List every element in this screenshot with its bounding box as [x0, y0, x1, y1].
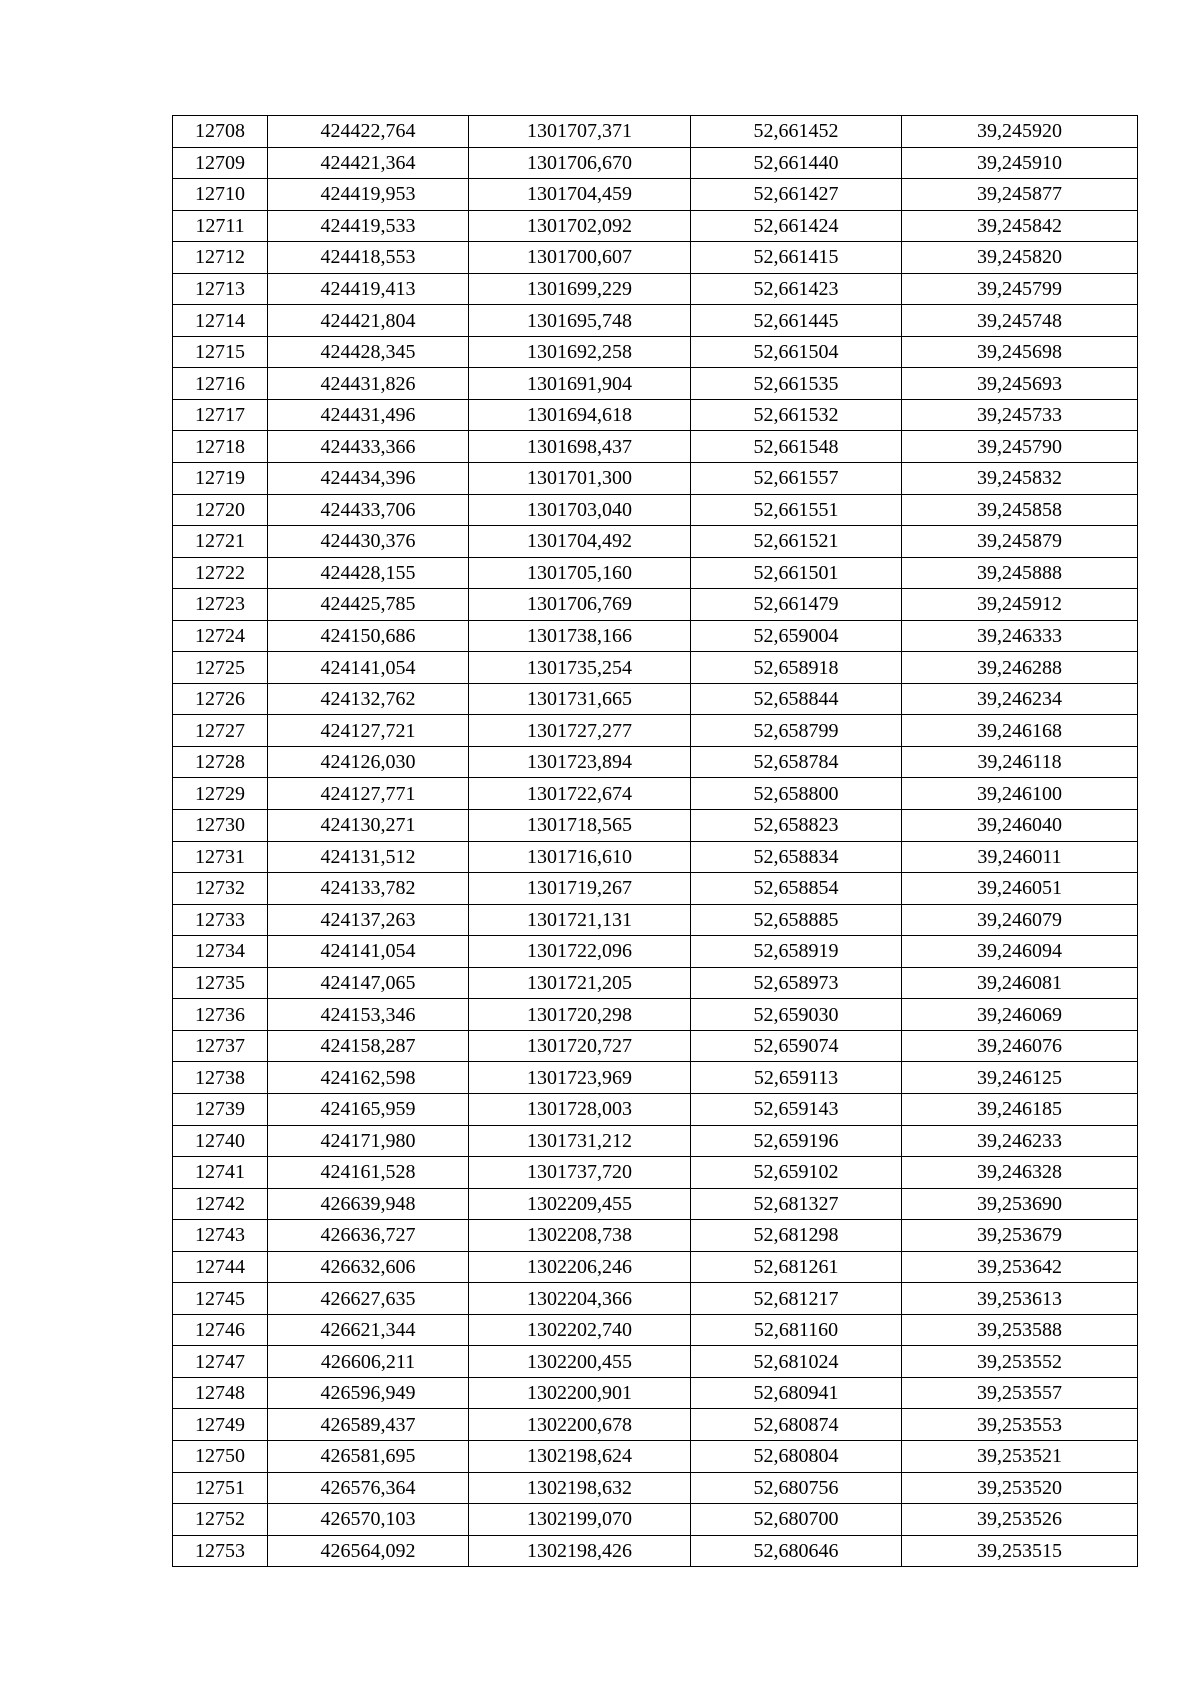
x-coordinate-cell: 424141,054 — [268, 936, 469, 968]
latitude-cell: 52,661424 — [691, 210, 902, 242]
x-coordinate-cell: 424419,413 — [268, 273, 469, 305]
y-coordinate-cell: 1302200,901 — [469, 1377, 691, 1409]
table-row — [173, 1535, 1138, 1567]
latitude-cell: 52,681217 — [691, 1283, 902, 1315]
point-number-cell: 12730 — [173, 810, 268, 842]
point-number-cell: 12744 — [173, 1251, 268, 1283]
latitude-cell: 52,659196 — [691, 1125, 902, 1157]
latitude-cell: 52,658823 — [691, 810, 902, 842]
longitude-cell: 39,246168 — [902, 715, 1138, 747]
longitude-cell: 39,245910 — [902, 147, 1138, 179]
table-row — [173, 620, 1138, 652]
latitude-cell: 52,661423 — [691, 273, 902, 305]
y-coordinate-cell: 1301698,437 — [469, 431, 691, 463]
latitude-cell: 52,681024 — [691, 1346, 902, 1378]
latitude-cell: 52,661501 — [691, 557, 902, 589]
table-row — [173, 368, 1138, 400]
y-coordinate-cell: 1301722,674 — [469, 778, 691, 810]
point-number-cell: 12715 — [173, 336, 268, 368]
y-coordinate-cell: 1301723,969 — [469, 1062, 691, 1094]
x-coordinate-cell: 426627,635 — [268, 1283, 469, 1315]
x-coordinate-cell: 424133,782 — [268, 873, 469, 905]
point-number-cell: 12721 — [173, 526, 268, 558]
y-coordinate-cell: 1302200,455 — [469, 1346, 691, 1378]
y-coordinate-cell: 1301720,727 — [469, 1030, 691, 1062]
point-number-cell: 12717 — [173, 399, 268, 431]
point-number-cell: 12710 — [173, 179, 268, 211]
longitude-cell: 39,246081 — [902, 967, 1138, 999]
longitude-cell: 39,245790 — [902, 431, 1138, 463]
x-coordinate-cell: 424434,396 — [268, 463, 469, 495]
y-coordinate-cell: 1302208,738 — [469, 1220, 691, 1252]
table-row — [173, 778, 1138, 810]
latitude-cell: 52,658973 — [691, 967, 902, 999]
table-row — [173, 1472, 1138, 1504]
point-number-cell: 12716 — [173, 368, 268, 400]
table-row — [173, 1220, 1138, 1252]
longitude-cell: 39,245879 — [902, 526, 1138, 558]
point-number-cell: 12742 — [173, 1188, 268, 1220]
table-row — [173, 999, 1138, 1031]
table-row — [173, 557, 1138, 589]
y-coordinate-cell: 1301700,607 — [469, 242, 691, 274]
latitude-cell: 52,681327 — [691, 1188, 902, 1220]
point-number-cell: 12714 — [173, 305, 268, 337]
y-coordinate-cell: 1301735,254 — [469, 652, 691, 684]
coordinates-table-body — [173, 116, 1138, 1567]
point-number-cell: 12749 — [173, 1409, 268, 1441]
longitude-cell: 39,246118 — [902, 746, 1138, 778]
y-coordinate-cell: 1302198,426 — [469, 1535, 691, 1567]
latitude-cell: 52,661535 — [691, 368, 902, 400]
latitude-cell: 52,658834 — [691, 841, 902, 873]
x-coordinate-cell: 424130,271 — [268, 810, 469, 842]
table-row — [173, 589, 1138, 621]
y-coordinate-cell: 1301706,769 — [469, 589, 691, 621]
point-number-cell: 12735 — [173, 967, 268, 999]
y-coordinate-cell: 1301731,212 — [469, 1125, 691, 1157]
latitude-cell: 52,658918 — [691, 652, 902, 684]
longitude-cell: 39,253588 — [902, 1314, 1138, 1346]
y-coordinate-cell: 1301702,092 — [469, 210, 691, 242]
x-coordinate-cell: 424419,533 — [268, 210, 469, 242]
point-number-cell: 12738 — [173, 1062, 268, 1094]
y-coordinate-cell: 1301716,610 — [469, 841, 691, 873]
table-row — [173, 1188, 1138, 1220]
table-row — [173, 1314, 1138, 1346]
point-number-cell: 12722 — [173, 557, 268, 589]
longitude-cell: 39,246288 — [902, 652, 1138, 684]
x-coordinate-cell: 424418,553 — [268, 242, 469, 274]
longitude-cell: 39,245888 — [902, 557, 1138, 589]
x-coordinate-cell: 426581,695 — [268, 1440, 469, 1472]
latitude-cell: 52,659030 — [691, 999, 902, 1031]
latitude-cell: 52,680874 — [691, 1409, 902, 1441]
longitude-cell: 39,253679 — [902, 1220, 1138, 1252]
point-number-cell: 12734 — [173, 936, 268, 968]
y-coordinate-cell: 1301694,618 — [469, 399, 691, 431]
point-number-cell: 12725 — [173, 652, 268, 684]
x-coordinate-cell: 426606,211 — [268, 1346, 469, 1378]
table-row — [173, 967, 1138, 999]
y-coordinate-cell: 1301721,205 — [469, 967, 691, 999]
table-row — [173, 1062, 1138, 1094]
y-coordinate-cell: 1301728,003 — [469, 1093, 691, 1125]
longitude-cell: 39,253613 — [902, 1283, 1138, 1315]
x-coordinate-cell: 426632,606 — [268, 1251, 469, 1283]
x-coordinate-cell: 424431,826 — [268, 368, 469, 400]
y-coordinate-cell: 1301731,665 — [469, 683, 691, 715]
latitude-cell: 52,658885 — [691, 904, 902, 936]
latitude-cell: 52,658844 — [691, 683, 902, 715]
longitude-cell: 39,245748 — [902, 305, 1138, 337]
longitude-cell: 39,246328 — [902, 1157, 1138, 1189]
longitude-cell: 39,245799 — [902, 273, 1138, 305]
table-row — [173, 1440, 1138, 1472]
longitude-cell: 39,245832 — [902, 463, 1138, 495]
latitude-cell: 52,659074 — [691, 1030, 902, 1062]
point-number-cell: 12745 — [173, 1283, 268, 1315]
y-coordinate-cell: 1301692,258 — [469, 336, 691, 368]
latitude-cell: 52,680646 — [691, 1535, 902, 1567]
longitude-cell: 39,246040 — [902, 810, 1138, 842]
latitude-cell: 52,661521 — [691, 526, 902, 558]
longitude-cell: 39,245842 — [902, 210, 1138, 242]
longitude-cell: 39,245698 — [902, 336, 1138, 368]
longitude-cell: 39,246185 — [902, 1093, 1138, 1125]
longitude-cell: 39,245693 — [902, 368, 1138, 400]
latitude-cell: 52,658854 — [691, 873, 902, 905]
latitude-cell: 52,681160 — [691, 1314, 902, 1346]
point-number-cell: 12731 — [173, 841, 268, 873]
latitude-cell: 52,661415 — [691, 242, 902, 274]
y-coordinate-cell: 1301738,166 — [469, 620, 691, 652]
x-coordinate-cell: 426636,727 — [268, 1220, 469, 1252]
longitude-cell: 39,253690 — [902, 1188, 1138, 1220]
longitude-cell: 39,246076 — [902, 1030, 1138, 1062]
y-coordinate-cell: 1301720,298 — [469, 999, 691, 1031]
x-coordinate-cell: 424158,287 — [268, 1030, 469, 1062]
x-coordinate-cell: 426576,364 — [268, 1472, 469, 1504]
table-row — [173, 1409, 1138, 1441]
point-number-cell: 12711 — [173, 210, 268, 242]
latitude-cell: 52,680700 — [691, 1504, 902, 1536]
table-row — [173, 1283, 1138, 1315]
longitude-cell: 39,246233 — [902, 1125, 1138, 1157]
table-row — [173, 336, 1138, 368]
table-row — [173, 1030, 1138, 1062]
table-row — [173, 494, 1138, 526]
table-row — [173, 1157, 1138, 1189]
longitude-cell: 39,246234 — [902, 683, 1138, 715]
table-row — [173, 463, 1138, 495]
y-coordinate-cell: 1301704,459 — [469, 179, 691, 211]
y-coordinate-cell: 1301703,040 — [469, 494, 691, 526]
x-coordinate-cell: 424421,804 — [268, 305, 469, 337]
latitude-cell: 52,658784 — [691, 746, 902, 778]
latitude-cell: 52,661532 — [691, 399, 902, 431]
table-row — [173, 1504, 1138, 1536]
x-coordinate-cell: 424126,030 — [268, 746, 469, 778]
longitude-cell: 39,253520 — [902, 1472, 1138, 1504]
point-number-cell: 12726 — [173, 683, 268, 715]
latitude-cell: 52,658799 — [691, 715, 902, 747]
point-number-cell: 12736 — [173, 999, 268, 1031]
x-coordinate-cell: 424433,706 — [268, 494, 469, 526]
y-coordinate-cell: 1301695,748 — [469, 305, 691, 337]
table-row — [173, 210, 1138, 242]
y-coordinate-cell: 1301737,720 — [469, 1157, 691, 1189]
latitude-cell: 52,658800 — [691, 778, 902, 810]
y-coordinate-cell: 1302204,366 — [469, 1283, 691, 1315]
x-coordinate-cell: 424421,364 — [268, 147, 469, 179]
x-coordinate-cell: 424137,263 — [268, 904, 469, 936]
point-number-cell: 12753 — [173, 1535, 268, 1567]
x-coordinate-cell: 426589,437 — [268, 1409, 469, 1441]
longitude-cell: 39,245920 — [902, 116, 1138, 148]
longitude-cell: 39,245912 — [902, 589, 1138, 621]
point-number-cell: 12732 — [173, 873, 268, 905]
x-coordinate-cell: 424171,980 — [268, 1125, 469, 1157]
table-row — [173, 116, 1138, 148]
table-row — [173, 179, 1138, 211]
x-coordinate-cell: 424162,598 — [268, 1062, 469, 1094]
table-row — [173, 399, 1138, 431]
point-number-cell: 12747 — [173, 1346, 268, 1378]
coordinates-table — [172, 115, 1138, 1567]
latitude-cell: 52,661551 — [691, 494, 902, 526]
latitude-cell: 52,661504 — [691, 336, 902, 368]
latitude-cell: 52,661440 — [691, 147, 902, 179]
table-row — [173, 1377, 1138, 1409]
longitude-cell: 39,246100 — [902, 778, 1138, 810]
point-number-cell: 12737 — [173, 1030, 268, 1062]
y-coordinate-cell: 1301723,894 — [469, 746, 691, 778]
y-coordinate-cell: 1301701,300 — [469, 463, 691, 495]
y-coordinate-cell: 1301704,492 — [469, 526, 691, 558]
x-coordinate-cell: 424127,771 — [268, 778, 469, 810]
x-coordinate-cell: 424430,376 — [268, 526, 469, 558]
point-number-cell: 12709 — [173, 147, 268, 179]
y-coordinate-cell: 1301722,096 — [469, 936, 691, 968]
longitude-cell: 39,246079 — [902, 904, 1138, 936]
table-row — [173, 683, 1138, 715]
x-coordinate-cell: 424161,528 — [268, 1157, 469, 1189]
x-coordinate-cell: 424147,065 — [268, 967, 469, 999]
x-coordinate-cell: 424132,762 — [268, 683, 469, 715]
y-coordinate-cell: 1301719,267 — [469, 873, 691, 905]
latitude-cell: 52,659004 — [691, 620, 902, 652]
table-row — [173, 1346, 1138, 1378]
latitude-cell: 52,661557 — [691, 463, 902, 495]
point-number-cell: 12713 — [173, 273, 268, 305]
latitude-cell: 52,680941 — [691, 1377, 902, 1409]
longitude-cell: 39,253521 — [902, 1440, 1138, 1472]
point-number-cell: 12739 — [173, 1093, 268, 1125]
table-row — [173, 715, 1138, 747]
x-coordinate-cell: 424433,366 — [268, 431, 469, 463]
x-coordinate-cell: 424422,764 — [268, 116, 469, 148]
table-row — [173, 147, 1138, 179]
point-number-cell: 12727 — [173, 715, 268, 747]
point-number-cell: 12728 — [173, 746, 268, 778]
y-coordinate-cell: 1302198,632 — [469, 1472, 691, 1504]
latitude-cell: 52,659102 — [691, 1157, 902, 1189]
x-coordinate-cell: 424141,054 — [268, 652, 469, 684]
point-number-cell: 12729 — [173, 778, 268, 810]
table-row — [173, 841, 1138, 873]
point-number-cell: 12712 — [173, 242, 268, 274]
x-coordinate-cell: 424127,721 — [268, 715, 469, 747]
point-number-cell: 12724 — [173, 620, 268, 652]
x-coordinate-cell: 424425,785 — [268, 589, 469, 621]
table-row — [173, 652, 1138, 684]
point-number-cell: 12720 — [173, 494, 268, 526]
longitude-cell: 39,253642 — [902, 1251, 1138, 1283]
x-coordinate-cell: 426564,092 — [268, 1535, 469, 1567]
longitude-cell: 39,246333 — [902, 620, 1138, 652]
y-coordinate-cell: 1301705,160 — [469, 557, 691, 589]
table-row — [173, 746, 1138, 778]
latitude-cell: 52,681261 — [691, 1251, 902, 1283]
point-number-cell: 12743 — [173, 1220, 268, 1252]
y-coordinate-cell: 1302202,740 — [469, 1314, 691, 1346]
x-coordinate-cell: 424165,959 — [268, 1093, 469, 1125]
table-row — [173, 305, 1138, 337]
point-number-cell: 12708 — [173, 116, 268, 148]
latitude-cell: 52,659143 — [691, 1093, 902, 1125]
table-row — [173, 810, 1138, 842]
longitude-cell: 39,246125 — [902, 1062, 1138, 1094]
x-coordinate-cell: 424428,345 — [268, 336, 469, 368]
y-coordinate-cell: 1302198,624 — [469, 1440, 691, 1472]
longitude-cell: 39,253526 — [902, 1504, 1138, 1536]
y-coordinate-cell: 1301699,229 — [469, 273, 691, 305]
longitude-cell: 39,253515 — [902, 1535, 1138, 1567]
point-number-cell: 12748 — [173, 1377, 268, 1409]
latitude-cell: 52,681298 — [691, 1220, 902, 1252]
table-row — [173, 1093, 1138, 1125]
x-coordinate-cell: 424419,953 — [268, 179, 469, 211]
longitude-cell: 39,246094 — [902, 936, 1138, 968]
x-coordinate-cell: 426639,948 — [268, 1188, 469, 1220]
point-number-cell: 12746 — [173, 1314, 268, 1346]
y-coordinate-cell: 1301727,277 — [469, 715, 691, 747]
point-number-cell: 12723 — [173, 589, 268, 621]
longitude-cell: 39,246011 — [902, 841, 1138, 873]
latitude-cell: 52,658919 — [691, 936, 902, 968]
longitude-cell: 39,253557 — [902, 1377, 1138, 1409]
x-coordinate-cell: 424153,346 — [268, 999, 469, 1031]
table-row — [173, 1251, 1138, 1283]
point-number-cell: 12740 — [173, 1125, 268, 1157]
y-coordinate-cell: 1302199,070 — [469, 1504, 691, 1536]
y-coordinate-cell: 1301691,904 — [469, 368, 691, 400]
y-coordinate-cell: 1301706,670 — [469, 147, 691, 179]
point-number-cell: 12741 — [173, 1157, 268, 1189]
table-row — [173, 873, 1138, 905]
latitude-cell: 52,661427 — [691, 179, 902, 211]
y-coordinate-cell: 1302200,678 — [469, 1409, 691, 1441]
point-number-cell: 12751 — [173, 1472, 268, 1504]
longitude-cell: 39,245858 — [902, 494, 1138, 526]
point-number-cell: 12733 — [173, 904, 268, 936]
latitude-cell: 52,661548 — [691, 431, 902, 463]
longitude-cell: 39,245877 — [902, 179, 1138, 211]
point-number-cell: 12750 — [173, 1440, 268, 1472]
latitude-cell: 52,661445 — [691, 305, 902, 337]
table-row — [173, 526, 1138, 558]
longitude-cell: 39,253552 — [902, 1346, 1138, 1378]
latitude-cell: 52,661452 — [691, 116, 902, 148]
latitude-cell: 52,659113 — [691, 1062, 902, 1094]
y-coordinate-cell: 1301718,565 — [469, 810, 691, 842]
table-row — [173, 431, 1138, 463]
longitude-cell: 39,245820 — [902, 242, 1138, 274]
latitude-cell: 52,661479 — [691, 589, 902, 621]
x-coordinate-cell: 424428,155 — [268, 557, 469, 589]
table-row — [173, 904, 1138, 936]
x-coordinate-cell: 424431,496 — [268, 399, 469, 431]
longitude-cell: 39,245733 — [902, 399, 1138, 431]
x-coordinate-cell: 426621,344 — [268, 1314, 469, 1346]
x-coordinate-cell: 426570,103 — [268, 1504, 469, 1536]
y-coordinate-cell: 1301721,131 — [469, 904, 691, 936]
table-row — [173, 242, 1138, 274]
point-number-cell: 12718 — [173, 431, 268, 463]
x-coordinate-cell: 424150,686 — [268, 620, 469, 652]
y-coordinate-cell: 1302209,455 — [469, 1188, 691, 1220]
table-row — [173, 936, 1138, 968]
longitude-cell: 39,246051 — [902, 873, 1138, 905]
y-coordinate-cell: 1301707,371 — [469, 116, 691, 148]
x-coordinate-cell: 426596,949 — [268, 1377, 469, 1409]
table-row — [173, 1125, 1138, 1157]
latitude-cell: 52,680804 — [691, 1440, 902, 1472]
longitude-cell: 39,246069 — [902, 999, 1138, 1031]
table-row — [173, 273, 1138, 305]
y-coordinate-cell: 1302206,246 — [469, 1251, 691, 1283]
x-coordinate-cell: 424131,512 — [268, 841, 469, 873]
longitude-cell: 39,253553 — [902, 1409, 1138, 1441]
latitude-cell: 52,680756 — [691, 1472, 902, 1504]
point-number-cell: 12719 — [173, 463, 268, 495]
point-number-cell: 12752 — [173, 1504, 268, 1536]
